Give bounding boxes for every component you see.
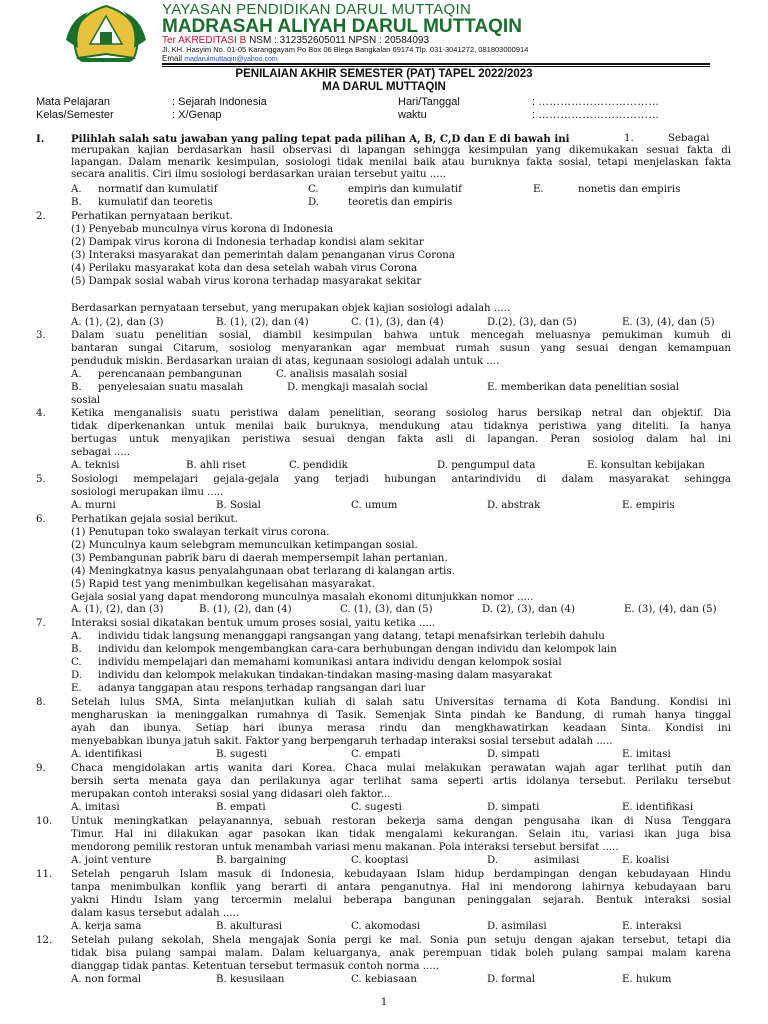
q6-statement: (5) Rapid test yang menimbulkan kegelisahan masyarakat. <box>71 579 375 590</box>
q9-option[interactable]: A. imitasi <box>71 802 120 813</box>
q1-option-text[interactable]: normatif dan kumulatif <box>98 184 218 195</box>
q1-number: 1. <box>624 133 634 144</box>
q4-option[interactable]: E. konsultan kebijakan <box>587 460 705 471</box>
q8-option[interactable]: B. sugesti <box>216 749 267 760</box>
email-line <box>162 54 278 63</box>
q1-option-text[interactable]: teoretis dan empiris <box>348 197 453 208</box>
q7-option-text[interactable]: individu dan kelompok melakukan tindakan-tindakan masing-masing dalam masyarakat <box>98 670 552 681</box>
q10-option[interactable]: E. koalisi <box>622 855 670 866</box>
q5-option[interactable]: E. empiris <box>622 500 675 511</box>
q6-text-line: Gejala sosial yang dapat mendorong munculnya masalah ekonomi ditunjukkan nomor ..... <box>71 592 534 603</box>
q9-option[interactable]: C. sugesti <box>351 802 402 813</box>
q11-option[interactable]: B. akulturasi <box>216 921 283 932</box>
q3-option-text[interactable]: penyelesaian suatu masalah <box>98 382 244 393</box>
section-number: I. <box>36 133 45 145</box>
q9-option[interactable]: E. identifikasi <box>622 802 694 813</box>
q7-text-line: Interaksi sosial dikatakan bentuk umum proses sosial, yaitu ketika ..... <box>71 618 436 629</box>
q11-option[interactable]: A. kerja sama <box>71 921 142 932</box>
q12-text-line: Setelah pulang sekolah, Shela mengajak Sonia pergi ke mal. Sonia pun setuju dengan ajakan tersebut, tetapi dia <box>71 935 731 946</box>
accreditation-label: Ter AKREDITASI B <box>162 35 247 46</box>
q4-text-line: Ketika menganalisis suatu peristiwa dalam penelitian, seorang sosiolog harus bersikap netral dan objektif. Dia <box>71 408 731 419</box>
q1-option-text[interactable]: empiris dan kumulatif <box>348 184 462 195</box>
q10-option-text[interactable]: asimilasi <box>534 855 580 866</box>
q10-option[interactable]: B. bargaining <box>216 855 287 866</box>
q1-option-letter[interactable]: A. <box>71 184 82 195</box>
q5-option[interactable]: D. abstrak <box>487 500 541 511</box>
q11-text-line: yakni Hindu Islam yang tercermin melalui beberapa bangunan peninggalan sejarah. Bentuk interaksi sosial <box>71 895 731 906</box>
q2-option[interactable]: A. (1), (2), dan (3) <box>71 317 164 328</box>
q5-text-line: sosiologi merupakan ilmu ..... <box>71 487 224 498</box>
q4-text-line: sebagai ..... <box>71 447 131 458</box>
q2-option[interactable]: B. (1), (2), dan (4) <box>216 317 309 328</box>
q11-option[interactable]: E. interaksi <box>622 921 682 932</box>
q5-text-line: Sosiologi mempelajari gejala-gejala yang terjadi hubungan antarindividu di dalam masyarakat sehingga <box>71 474 731 485</box>
q11-text-line: tanpa menimbulkan konflik yang berarti di antara penganutnya. Hal ini mendorong lahirnya kebudayaan baru <box>71 882 731 893</box>
q3-text-line: sosial <box>71 395 101 406</box>
q6-text-line: Perhatikan gejala sosial berikut. <box>71 514 238 525</box>
q8-text-line: Setelah lulus SMA, Sinta melanjutkan kuliah di salah satu Universitas ternama di Kota Bandung. Kondisi ini <box>71 697 731 708</box>
q10-number: 10. <box>36 816 53 827</box>
q6-option[interactable]: E. (3), (4), dan (5) <box>624 604 717 615</box>
q8-number: 8. <box>36 697 46 708</box>
q8-option[interactable]: D. simpati <box>487 749 540 760</box>
day-label: Hari/Tanggal <box>398 96 460 108</box>
class-value: : X/Genap <box>172 109 222 121</box>
q3-option[interactable]: D. mengkaji masalah social <box>287 382 428 393</box>
q1-text-line: secara analitis. Ciri ilmu sosiologi berdasarkan uraian tersebut yaitu ..... <box>71 169 446 180</box>
q12-option[interactable]: D. formal <box>487 974 536 985</box>
q12-text-line: tidak bisa pulang sampai malam. Dalam keluarganya, anak perempuan tidak boleh pulang sampai malam karena <box>71 948 731 959</box>
subject-label: Mata Pelajaran <box>36 96 110 108</box>
q12-option[interactable]: B. kesusilaan <box>216 974 285 985</box>
q2-statement: (5) Dampak sosial wabah virus korona terhadap masyarakat sekitar <box>71 276 422 287</box>
q2-text-line: Berdasarkan pernyataan tersebut, yang merupakan objek kajian sosiologi adalah ..... <box>71 303 511 314</box>
q5-option[interactable]: B. Sosial <box>216 500 261 511</box>
q1-option-letter[interactable]: C. <box>308 184 319 195</box>
q7-option-letter[interactable]: E. <box>71 683 82 694</box>
q12-text-line: dianggap tidak pantas. Ketentuan tersebut termasuk contoh norma ..... <box>71 961 440 972</box>
q12-option[interactable]: A. non formal <box>71 974 142 985</box>
q3-number: 3. <box>36 330 46 341</box>
q4-option[interactable]: B. ahli riset <box>186 460 246 471</box>
q12-number: 12. <box>36 935 53 946</box>
q9-text-line: merupakan contoh interaksi sosial yang didasari oleh faktor... <box>71 789 391 800</box>
letterhead <box>0 0 768 66</box>
page-number: 1 <box>380 997 388 1008</box>
q4-text-line: bertugas untuk menyajikan peristiwa sesuai dengan fakta asli di lapangan. Peran sosiolog dalam hal ini <box>71 434 731 445</box>
q6-option[interactable]: D. (2), (3), dan (4) <box>482 604 575 615</box>
q11-number: 11. <box>36 869 53 880</box>
q8-option[interactable]: A. identifikasi <box>71 749 143 760</box>
school-logo-icon <box>60 4 152 62</box>
section-instruction: Pilihlah salah satu jawaban yang paling tepat pada pilihan A, B, C,D dan E di bawah ini <box>71 133 570 145</box>
q8-option[interactable]: C. empati <box>351 749 401 760</box>
q3-text-line: penduduk miskin. Berdasarkan uraian di atas, kegunaan sosiologi adalah untuk .... <box>71 356 500 367</box>
q11-option[interactable]: D. asimilasi <box>487 921 547 932</box>
exam-subtitle: MA DARUL MUTTAQIN <box>322 81 446 93</box>
q6-statement: (2) Munculnya kaum selebgram memunculkan ketimpangan sosial. <box>71 540 418 551</box>
header-rule-thick <box>162 63 710 65</box>
q9-option[interactable]: B. empati <box>216 802 266 813</box>
q4-option[interactable]: A. teknisi <box>71 460 120 471</box>
q2-statement: (2) Dampak virus korona di Indonesia terhadap kondisi alam sekitar <box>71 237 424 248</box>
time-value: : …………………………… <box>532 109 660 121</box>
q8-text-line: menyebabkan ibunya jatuh sakit. Faktor yang berpengaruh terhadap interaksi sosial tersebut adalah ..... <box>71 736 613 747</box>
q3-option-letter[interactable]: B. <box>71 382 82 393</box>
q11-text-line: dalam kasus tersebut adalah ..... <box>71 908 239 919</box>
email-label: Email <box>162 54 183 63</box>
q2-option[interactable]: E. (3), (4), dan (5) <box>622 317 715 328</box>
time-label: waktu <box>398 109 427 121</box>
subject-value: : Sejarah Indonesia <box>172 96 267 108</box>
q6-option[interactable]: B. (1), (2), dan (4) <box>199 604 292 615</box>
q6-option[interactable]: C. (1), (3), dan (5) <box>340 604 433 615</box>
exam-title: PENILAIAN AKHIR SEMESTER (PAT) TAPEL 2022/2023 <box>235 68 533 80</box>
q9-number: 9. <box>36 763 46 774</box>
q7-option-letter[interactable]: D. <box>71 670 83 681</box>
q10-text-line: Timur. Hal ini dilakukan agar pasokan ikan tidak mengalami kekurangan. Selain itu, variasi ikan juga bisa <box>71 829 731 840</box>
q5-option[interactable]: A. murni <box>71 500 116 511</box>
q6-statement: (3) Pembangunan pabrik baru di daerah mempersempit lahan pertanian. <box>71 553 448 564</box>
q9-option[interactable]: D. simpati <box>487 802 540 813</box>
q8-text-line: ayah dan ibunya. Setiap hari ibunya merasa rindu dan mengkhawatirkan keadaan Sinta. Kondisi ini <box>71 723 731 734</box>
q4-option[interactable]: D. pengumpul data <box>437 460 536 471</box>
q10-option[interactable]: A. joint venture <box>71 855 152 866</box>
q7-option-text[interactable]: adanya tanggapan atau respons terhadap rangsangan dari luar <box>98 683 426 694</box>
q3-option-text[interactable]: perencanaan pembangunan <box>98 369 242 380</box>
q12-option[interactable]: E. hukum <box>622 974 672 985</box>
q1-text-line: Sebagai <box>668 133 710 144</box>
q2-statement: (3) Interaksi masyarakat dan pemerintah dalam penanganan virus Corona <box>71 250 455 261</box>
foundation-name: YAYASAN PENDIDIKAN DARUL MUTTAQIN <box>162 1 472 18</box>
q7-option-letter[interactable]: B. <box>71 644 82 655</box>
q6-option[interactable]: A. (1), (2), dan (3) <box>71 604 164 615</box>
q2-statement: (1) Penyebab munculnya virus korona di Indonesia <box>71 224 334 235</box>
q7-option-text[interactable]: individu mempelajari dan memahami komunikasi antara individu dengan kelompok sosial <box>98 657 562 668</box>
q2-option[interactable]: D.(2), (3), dan (5) <box>487 317 577 328</box>
q1-text-line: lapangan. Dalam menarik kesimpulan, sosiologi tidak menilai baik atau buruknya fakta sosial, tetapi menjelaskan fakta <box>71 157 731 168</box>
q1-option-text[interactable]: nonetis dan empiris <box>578 184 681 195</box>
q2-option[interactable]: C. (1), (3), dan (4) <box>351 317 444 328</box>
q9-text-line: bersih serta menata gaya dan perilakunya agar terlihat sama seperti artis idolanya tersebut. Perilaku tersebut <box>71 776 731 787</box>
q4-number: 4. <box>36 408 46 419</box>
q6-number: 6. <box>36 514 46 525</box>
q7-option-letter[interactable]: A. <box>71 631 82 642</box>
q12-option[interactable]: C. kebiasaan <box>351 974 417 985</box>
q8-option[interactable]: E. imitasi <box>622 749 671 760</box>
q3-option-letter[interactable]: A. <box>71 369 82 380</box>
q10-option[interactable]: C. kooptasi <box>351 855 409 866</box>
q11-text-line: Setelah pengaruh Islam masuk di Indonesia, kebudayaan Islam hidup berdampingan dengan kebudayaan Hindu <box>71 869 731 880</box>
q1-option-text[interactable]: kumulatif dan teoretis <box>98 197 213 208</box>
q1-text-line: merupakan kajian berdasarkan hasil observasi di lapangan sehingga kesimpulan yang dikemukakan sesuai fakta di <box>71 145 731 156</box>
q3-option[interactable]: C. analisis masalah sosial <box>276 369 408 380</box>
email-address: madarulmuttaqin@yahoo.com <box>184 56 278 63</box>
q7-option-text[interactable]: individu tidak langsung menanggapi rangsangan yang datang, tetapi menafsirkan terlebih dahulu <box>98 631 605 642</box>
q1-option-letter[interactable]: E. <box>533 184 544 195</box>
q8-text-line: mengharuskan ia meninggalkan rumahnya di Tasik. Semenjak Sinta pindah ke Bandung, di rumah hanya tinggal <box>71 710 731 721</box>
q7-option-text[interactable]: individu dan kelompok mengembangkan cara-cara berhubungan dengan individu dan kelompok lain <box>98 644 617 655</box>
q3-text-line: Dalam suatu penelitian sosial, diambil kesimpulan bahwa untuk mencegah meluasnya pemukiman kumuh di <box>71 330 731 341</box>
madrasah-name: MADRASAH ALIYAH DARUL MUTTAQIN <box>162 16 522 37</box>
q1-option-letter[interactable]: D. <box>308 197 320 208</box>
nsm-npsn: NSM : 312352605011 NPSN : 20584093 <box>249 35 430 46</box>
q4-text-line: tidak diperkenankan untuk menilai baik buruknya, mendukung atau tidaknya peristiwa yang diteliti. Ia hanya <box>71 421 731 432</box>
q10-option-letter[interactable]: D. <box>487 855 499 866</box>
q6-statement: (1) Penutupan toko swalayan terkait virus corona. <box>71 527 330 538</box>
q2-number: 2. <box>36 211 46 222</box>
q3-text-line: bantaran sungai Citarum, sosiolog menyarankan agar membuat rumah susun yang sesuai dengan kemampuan <box>71 343 731 354</box>
q2-text-line: Perhatikan pernyataan berikut. <box>71 211 233 222</box>
q3-option[interactable]: E. memberikan data penelitian sosial <box>487 382 680 393</box>
q6-statement: (4) Meningkatnya kasus penyalahgunaan obat terlarang di kalangan artis. <box>71 566 455 577</box>
q2-statement: (4) Perilaku masyarakat kota dan desa setelah wabah virus Corona <box>71 263 418 274</box>
q5-option[interactable]: C. umum <box>351 500 398 511</box>
header-rule-thin <box>162 66 710 67</box>
q7-number: 7. <box>36 618 46 629</box>
q1-option-letter[interactable]: B. <box>71 197 82 208</box>
q10-text-line: Untuk meningkatkan pelayanannya, sebuah restoran bekerja sama dengan pengusaha ikan di Nusa Tenggara <box>71 816 731 827</box>
q7-option-letter[interactable]: C. <box>71 657 82 668</box>
class-label: Kelas/Semester <box>36 109 114 121</box>
school-address: Jl. KH. Hasyim No. 01-05 Karanggayam Po Box 06 Blega Bangkalan 69174 Tlp. 031-3041272, 081803000914 <box>162 45 529 54</box>
q10-text-line: mendorong pemilik restoran untuk menambah variasi menu makanan. Pola interaksi tersebut bersifat ..... <box>71 842 619 853</box>
q5-number: 5. <box>36 474 46 485</box>
q9-text-line: Chaca mengidolakan artis wanita dari Korea. Chaca mulai melakukan perawatan wajah agar terlihat putih dan <box>71 763 731 774</box>
q4-option[interactable]: C. pendidik <box>289 460 348 471</box>
q11-option[interactable]: C. akomodasi <box>351 921 421 932</box>
day-value: : …………………………… <box>532 96 660 108</box>
